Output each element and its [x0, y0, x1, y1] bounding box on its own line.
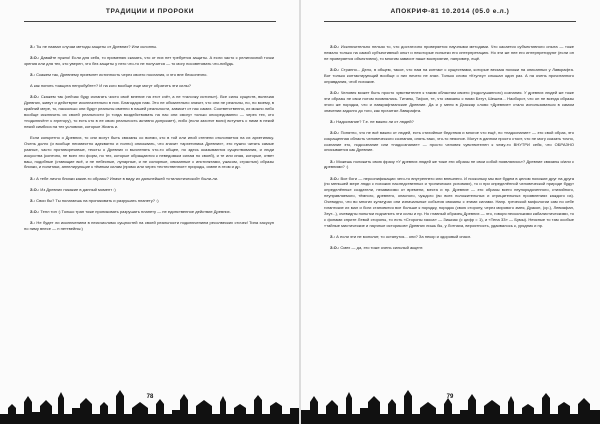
book-gutter	[299, 0, 301, 424]
paragraph-text: Надоспание? Т.е. не важно ли от людей?	[335, 118, 414, 124]
paragraph	[324, 44, 574, 62]
speaker-label: З.О.:	[30, 208, 40, 214]
paragraph-text: Скажем так, Древнему приемлет истинность через своего послания, и это вне бесконечно.	[35, 72, 208, 78]
paragraph	[24, 176, 274, 182]
paragraph-text: Скажем так (сейчас буду излагать чисто своё мнение на этот счёт, а не «галочку истины»). Все силы существ, включая Древних, живут и действуют исключительно в них. Благодаря нам. Это не обязательно значит, что они не реальны, но, по моему, в крайний мере, то, насколько они будут реальны именно в нашей реальности, зависит от нас самих. Соответственно, их можно либо вообще исключить из своей реальности (и тогда воздействовать на нас они смогут только опосредованно — через тех, кто «подключён» к эгрегору), то есть кто в ее свою реальность активно допускает), либо (если захотят воли) вступить с ними в некий некий симбиоз на тех условиях, которые Жизнь и.	[24, 94, 274, 129]
right-page	[300, 0, 600, 424]
left-body-text	[24, 44, 274, 237]
speaker-label: З.О.:	[30, 186, 40, 192]
paragraph	[24, 187, 274, 193]
speaker-label: З.О.:	[30, 94, 40, 100]
speaker-label: З.О.:	[330, 66, 340, 72]
paragraph	[24, 72, 274, 78]
paragraph	[324, 234, 574, 240]
speaker-label: З.:	[30, 219, 36, 225]
paragraph	[24, 44, 274, 50]
city-skyline-illustration	[300, 384, 600, 424]
paragraph	[24, 94, 274, 129]
speaker-label: З.О.:	[330, 175, 340, 181]
running-header-right: АПОКРИФ-81 10.2014 (05.0 е.л.)	[390, 8, 510, 15]
paragraph-text: Ты не назвал случаи методы защиты от Древних? Или склонны.	[35, 44, 158, 49]
speaker-label: З.:	[30, 175, 36, 181]
paragraph	[324, 90, 574, 114]
paragraph-text: Понятно, что не всё важно от людей, есть стихийные бедствия и многое что ещё, но «надоспание» — это свой образ, это сокращенная область человеческого сознания, опять-таки, что-то неясное. Могут в данном просто стоит, что не могу сказать точно, сознание это, подсознание или «надсознание» — просто человек чувствителен к чему-то ВНУТРИ себя, что ОБРАЗНО описывается как Древние.	[324, 129, 574, 153]
header-rule	[24, 21, 276, 22]
page-number-left: 78	[146, 394, 154, 400]
paragraph	[324, 159, 574, 171]
paragraph-text: А как понять «защита непробуйте»? И на кого вообще еще могут обратить эти силы?	[30, 83, 191, 89]
speaker-label: З.:	[30, 197, 36, 203]
paragraph-text: А если эти не монолит, то останутся... они? За некор и здоровый спасл.	[335, 233, 472, 239]
paragraph	[24, 209, 274, 215]
speaker-label: З.:	[330, 158, 336, 164]
speaker-label: З.О.:	[330, 89, 340, 95]
speaker-label: З.:	[30, 44, 36, 49]
right-body-text	[324, 44, 574, 256]
speaker-label: З.:	[330, 118, 336, 124]
paragraph	[324, 245, 574, 251]
speaker-label: З.:	[330, 233, 336, 239]
city-skyline-illustration	[0, 384, 300, 424]
paragraph	[24, 55, 274, 67]
speaker-label: З.О.:	[30, 55, 40, 61]
paragraph	[324, 130, 574, 154]
paragraph-text: Человек может быть просто чувствителен к таким областям своего (подслушанного) сознания. У древних людей же тоже эти образы не свои потом появлялись. Титаны, Тифон, те, что связаны с ними Бегут, Шешем... Наоборот, что он не всегда образы этого же порядка, что и лавкрафтианские Древние. Да и у меня в Дхаскар слово «Древние» стало использоваться в самом значении задолго до того, как прочитал Лавкрафта.	[324, 89, 574, 113]
header-rule	[324, 21, 576, 22]
speaker-label: З.О.:	[330, 129, 340, 135]
paragraph-text: Тепл топ :) Только трап тоже прониковать разрушать планету — не единственное действие Древних.	[39, 208, 231, 214]
paragraph-text: Странно... Дело, в общем, такое, что нам на контакт с существами, которые весьма похожи на описанных у Лавкрафта. Вот только контактирующий вообще о них ничего не знал. Только слово «Ктулху» слышал один раз. А на очень прочитанного оправдания, чтоб похожие.	[324, 66, 574, 84]
paragraph	[324, 119, 574, 125]
paragraph-text: Все боги — персонификации чего-то внутреннего или внешнего. И поскольку мы все будем в целом похожие друг на друга (по меньшей мере люди с похожих наследственных и тропических условиях), то и при определённой человеческой природе будут определённые создатели, независимо от времени, места и пр. Древние — это образы всего неупорядоченного, стихийного, неуправляемого, тёмного, древнего, опасного, чуждого (во всех положительных и отрицательных проявлениях каждого из). Очевидно, что во многих культурах они изначальные события связаны с этими силами. Напр. греческой мифологии сам по себе гигантские их мал и боги становятся все больше к порядку, порядок (свою сторону, через мирового змея, Дракон, (ср.), Левиафан, Зеут...), очевидны попытки подчинить эти силы и пр. Но главный образец Древних — это, говоря несколькими кабалистическими, то с фонами сприте Левой стороны, то есть «Стороны хаоса» — Зишиас (с цифр = 1), и «Тепа 33» — Бумы). Неясные то там особые «тайные мистические и научные историков» Древних лишь бы, у Лотнаха, вероятность, удаивалось к, урядник и пр.	[324, 175, 574, 228]
speaker-label: З.:	[30, 72, 36, 78]
paragraph	[324, 67, 574, 85]
paragraph	[24, 220, 274, 232]
paragraph-text: Смех — да, это тоже очень сильный акцент.	[339, 244, 424, 250]
paragraph-text: Если конкретно о Древних, то они могут быть связаны со всеми, кто в той или иной степени отклоняется на их архетипику. Очень долго (и вообще неизвестно адекватно и полно) описывать, что значит «архетипика Древних», это нужно читать самые разные, часто противоречивые, тексты о Древних и вычленять что-то общее, но здесь оказываются существования, и люди искусства (конечно, не всех это форм, но тех, которые обращаются к неведомым силам по своей), и те или иная, которые, ответ ваш, подобные (ставящие всё, и не небесные, лунарные, и не солярные, связанные с инстинктами, ужасом, страстью) образы близки, и политики, аппелирующие к тёмным силам (прямо или через «естественное» природы, извне в этом и др.	[24, 134, 274, 170]
page-number-right: 79	[446, 394, 454, 400]
paragraph-text: Не будет ли исключением в неисчислимо сущностей на своей реальности подключением ресолвеских сточек! Типа хасусуп по ниму внесе — н неттвейны:)	[24, 219, 274, 231]
paragraph-text: Из Древних никакие в данный момент :)	[39, 186, 116, 192]
paragraph-text: Свои бы? Ты полагаешь на прониковать и разрушать планету? :)	[35, 197, 159, 203]
paragraph-text: Можешь положить свою фразу «У древних людей же тоже эти образы не свои собой появлялись»? Древние связаны и/или с древними? :)	[324, 158, 574, 170]
paragraph-text: Исключительно нельзя то, что достаточно проверяется научными методами. Что касается субъективного опыта — тоже немало только на самой субъективный опыт и некоторые попытки его интерпретацию. Но эти же нее его интерпретируют (если он не проверяется объективно), то многим зависит наше восприятие, например, ещё.	[324, 44, 574, 61]
running-header-left: ТРАДИЦИИ И ПРОРОКИ	[105, 8, 195, 15]
paragraph-text: Давайте нужно! Если для себя, то применяю сказать, что от них нет требуется защиты. А если часто с религиозной точки зрения или для тех, кто уверен, что без защиты у него что-то не получится — то могу посоветовать что-нибудь.	[24, 55, 274, 66]
paragraph-text: А тебе лично близки какие-то образы? Иначе в виду их дальнейшей «стилистической» были-ли.	[35, 175, 219, 181]
paragraph	[324, 176, 574, 229]
speaker-label: З.О.:	[330, 244, 340, 250]
speaker-label: З.О.:	[330, 44, 340, 49]
paragraph	[24, 135, 274, 170]
paragraph	[24, 198, 274, 204]
paragraph	[24, 83, 274, 89]
